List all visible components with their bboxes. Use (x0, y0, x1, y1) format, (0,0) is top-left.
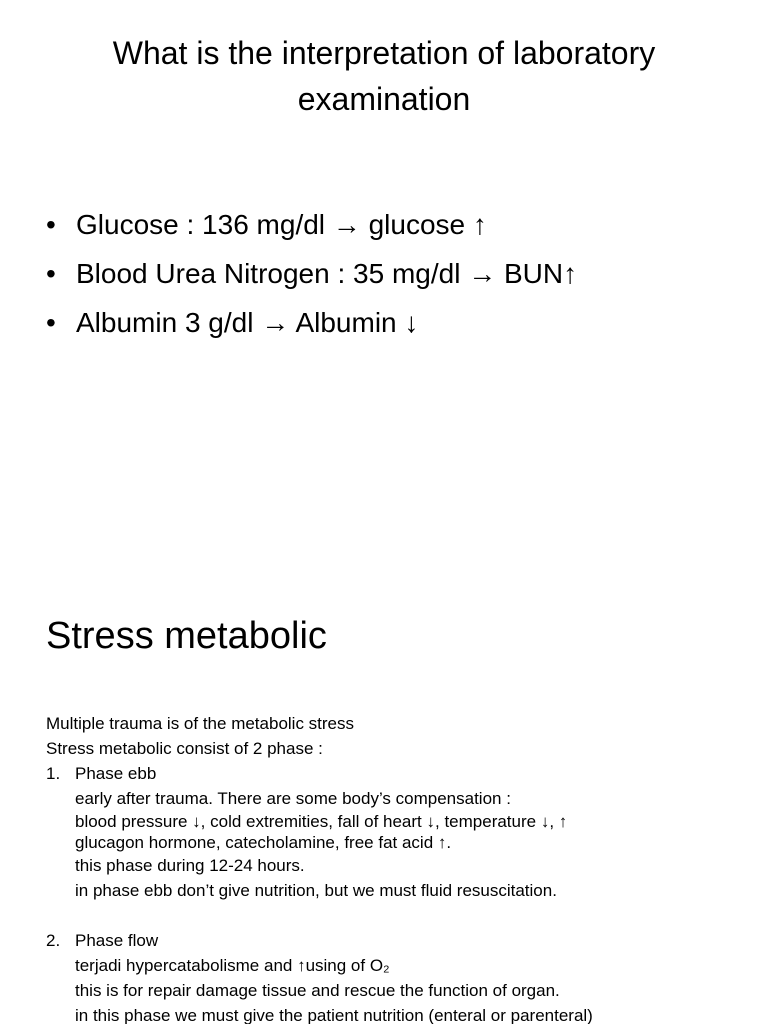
phase-line: terjadi hypercatabolisme and ↑using of O₂ (75, 956, 390, 975)
bullet-icon: • (46, 307, 56, 338)
phase-line: in this phase we must give the patient nutrition (enteral or parenteral) (75, 1006, 593, 1024)
list-number: 1. (46, 764, 61, 783)
phase-line: glucagon hormone, catecholamine, free fat acid ↑. (75, 833, 452, 852)
bullet-icon: • (46, 209, 56, 240)
bullet-text: Albumin 3 g/dl → Albumin ↓ (76, 307, 419, 338)
phase-line: early after trauma. There are some body’s compensation : (75, 789, 511, 808)
slide-title: What is the interpretation of laboratory examination (112, 35, 656, 117)
bullet-text: Glucose : 136 mg/dl → glucose ↑ (76, 209, 487, 240)
lab-results-list (46, 200, 577, 347)
bullet-text: Blood Urea Nitrogen : 35 mg/dl → BUN↑ (76, 258, 578, 289)
phase-title: Phase flow (75, 931, 159, 950)
list-number: 2. (46, 931, 61, 950)
list-item (46, 249, 577, 298)
phase-title: Phase ebb (75, 764, 157, 783)
phase-line: in phase ebb don’t give nutrition, but we must fluid resuscitation. (75, 881, 557, 900)
slide-stress-metabolic (0, 580, 768, 1024)
phase-line: this is for repair damage tissue and rescue the function of organ. (75, 981, 560, 1000)
intro-line: Multiple trauma is of the metabolic stress (46, 714, 355, 733)
list-item (46, 200, 577, 249)
bullet-icon: • (46, 258, 56, 289)
spacer (46, 903, 736, 928)
slide-body (46, 711, 736, 1024)
phase-line: this phase during 12-24 hours. (75, 856, 305, 875)
phase-heading (46, 761, 736, 786)
list-item (46, 298, 577, 347)
slide-title: Stress metabolic (46, 615, 327, 657)
phase-heading (46, 928, 736, 953)
intro-line: Stress metabolic consist of 2 phase : (46, 739, 323, 758)
phase-line: blood pressure ↓, cold extremities, fall of heart ↓, temperature ↓, ↑ (75, 812, 568, 831)
